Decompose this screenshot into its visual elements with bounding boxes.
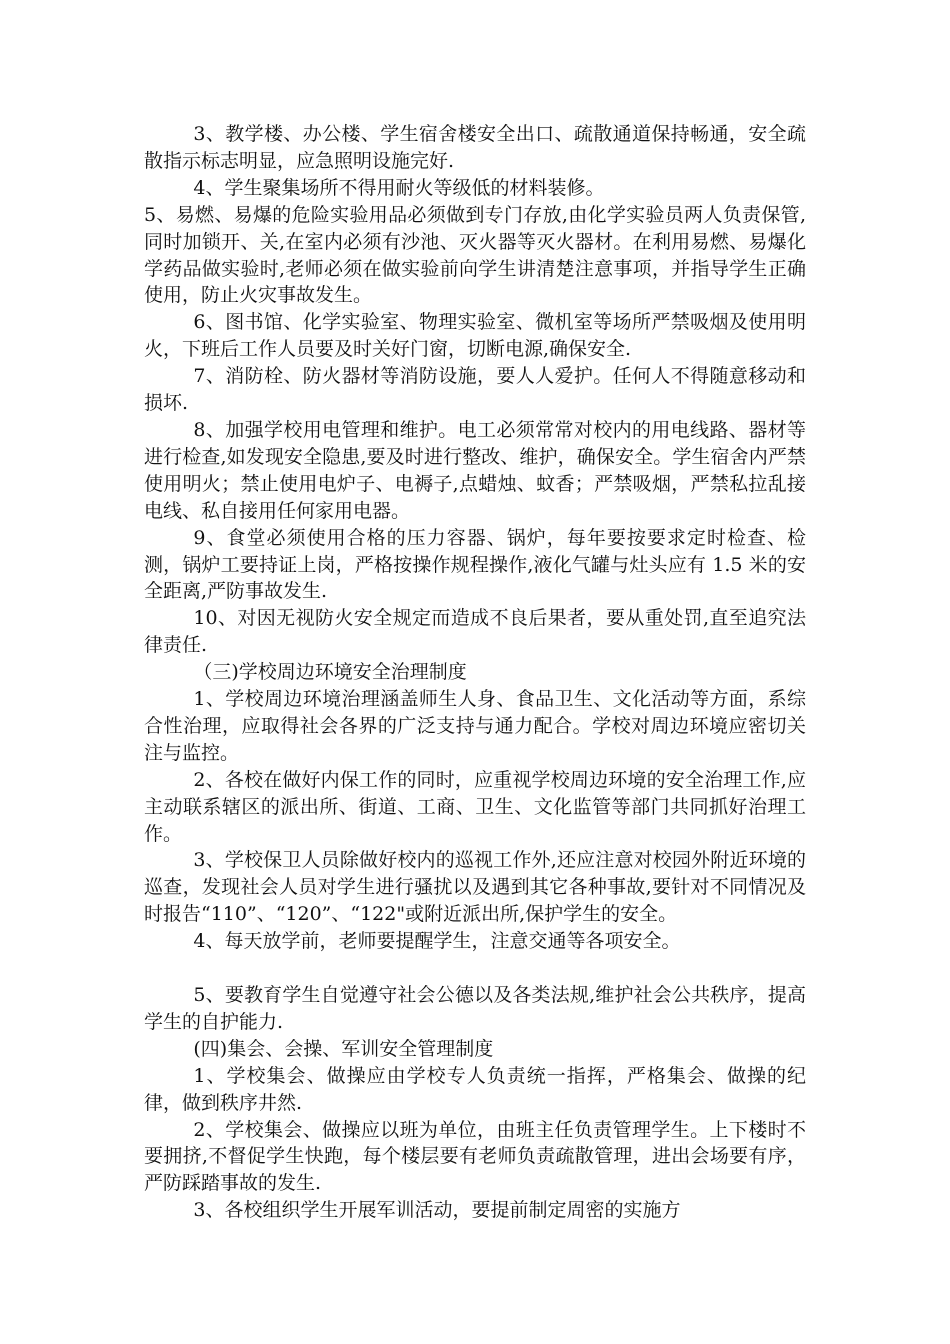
paragraph-6-no-smoking: 6、图书馆、化学实验室、物理实验室、微机室等场所严禁吸烟及使用明火，下班后工作人员要及时关好门窗，切断电源,确保安全. — [144, 311, 806, 361]
paragraph-surroundings-2: 2、各校在做好内保工作的同时，应重视学校周边环境的安全治理工作,应主动联系辖区的派出所、街道、工商、卫生、文化监管等部门共同抓好治理工作。 — [144, 768, 806, 845]
paragraph-4-materials: 4、学生聚集场所不得用耐火等级低的材料装修。 — [193, 176, 605, 199]
section-heading-3: （三)学校周边环境安全治理制度 — [193, 661, 467, 684]
paragraph-9-canteen: 9、食堂必须使用合格的压力容器、锅炉，每年要按要求定时检查、检测，锅炉工要持证上岗，严格按操作规程操作,液化气罐与灶头应有 1.5 米的安全距离,严防事故发生. — [144, 526, 806, 603]
paragraph-assembly-3: 3、各校组织学生开展军训活动，要提前制定周密的实施方 — [193, 1199, 681, 1222]
paragraph-surroundings-5: 5、要教育学生自觉遵守社会公德以及各类法规,维护社会公共秩序，提高学生的自护能力. — [144, 983, 806, 1033]
paragraph-surroundings-4: 4、每天放学前，老师要提醒学生，注意交通等各项安全。 — [193, 930, 681, 953]
paragraph-surroundings-3: 3、学校保卫人员除做好校内的巡视工作外,还应注意对校园外附近环境的巡查，发现社会人员对学生进行骚扰以及遇到其它各种事故,要针对不同情况及时报告“110”、“120”、“122"或附近派出所,保护学生的安全。 — [144, 849, 806, 926]
document-page — [144, 121, 806, 1224]
paragraph-8-electricity: 8、加强学校用电管理和维护。电工必须常常对校内的用电线路、器材等进行检查,如发现安全隐患,要及时进行整改、维护，确保安全。学生宿舍内严禁使用明火；禁止使用电炉子、电褥子,点蜡烛、蚊香；严禁吸烟，严禁私拉乱接电线、私自接用任何家用电器。 — [144, 418, 806, 522]
paragraph-assembly-2: 2、学校集会、做操应以班为单位，由班主任负责管理学生。上下楼时不要拥挤,不督促学生快跑，每个楼层要有老师负责疏散管理，进出会场要有序，严防踩踏事故的发生. — [144, 1118, 806, 1195]
paragraph-5-chemicals: 5、易燃、易爆的危险实验用品必须做到专门存放,由化学实验员两人负责保管,同时加锁开、关,在室内必须有沙池、灭火器等灭火器材。在利用易燃、易爆化学药品做实验时,老师必须在做实验前向学生讲清楚注意事项，并指导学生正确使用，防止火灾事故发生。 — [144, 203, 806, 307]
paragraph-7-fire-equipment: 7、消防栓、防火器材等消防设施，要人人爱护。任何人不得随意移动和损坏. — [144, 365, 806, 415]
paragraph-surroundings-1: 1、学校周边环境治理涵盖师生人身、食品卫生、文化活动等方面，系综合性治理，应取得社会各界的广泛支持与通力配合。学校对周边环境应密切关注与监控。 — [144, 688, 806, 764]
section-heading-4: (四)集会、会操、军训安全管理制度 — [193, 1037, 494, 1060]
paragraph-10-penalty: 10、对因无视防火安全规定而造成不良后果者，要从重处罚,直至追究法律责任. — [144, 607, 806, 657]
paragraph-3-exits: 3、教学楼、办公楼、学生宿舍楼安全出口、疏散通道保持畅通，安全疏散指示标志明显，应急照明设施完好. — [144, 123, 806, 172]
blank-line — [144, 955, 806, 982]
paragraph-assembly-1: 1、学校集会、做操应由学校专人负责统一指挥，严格集会、做操的纪律，做到秩序井然. — [144, 1064, 806, 1114]
